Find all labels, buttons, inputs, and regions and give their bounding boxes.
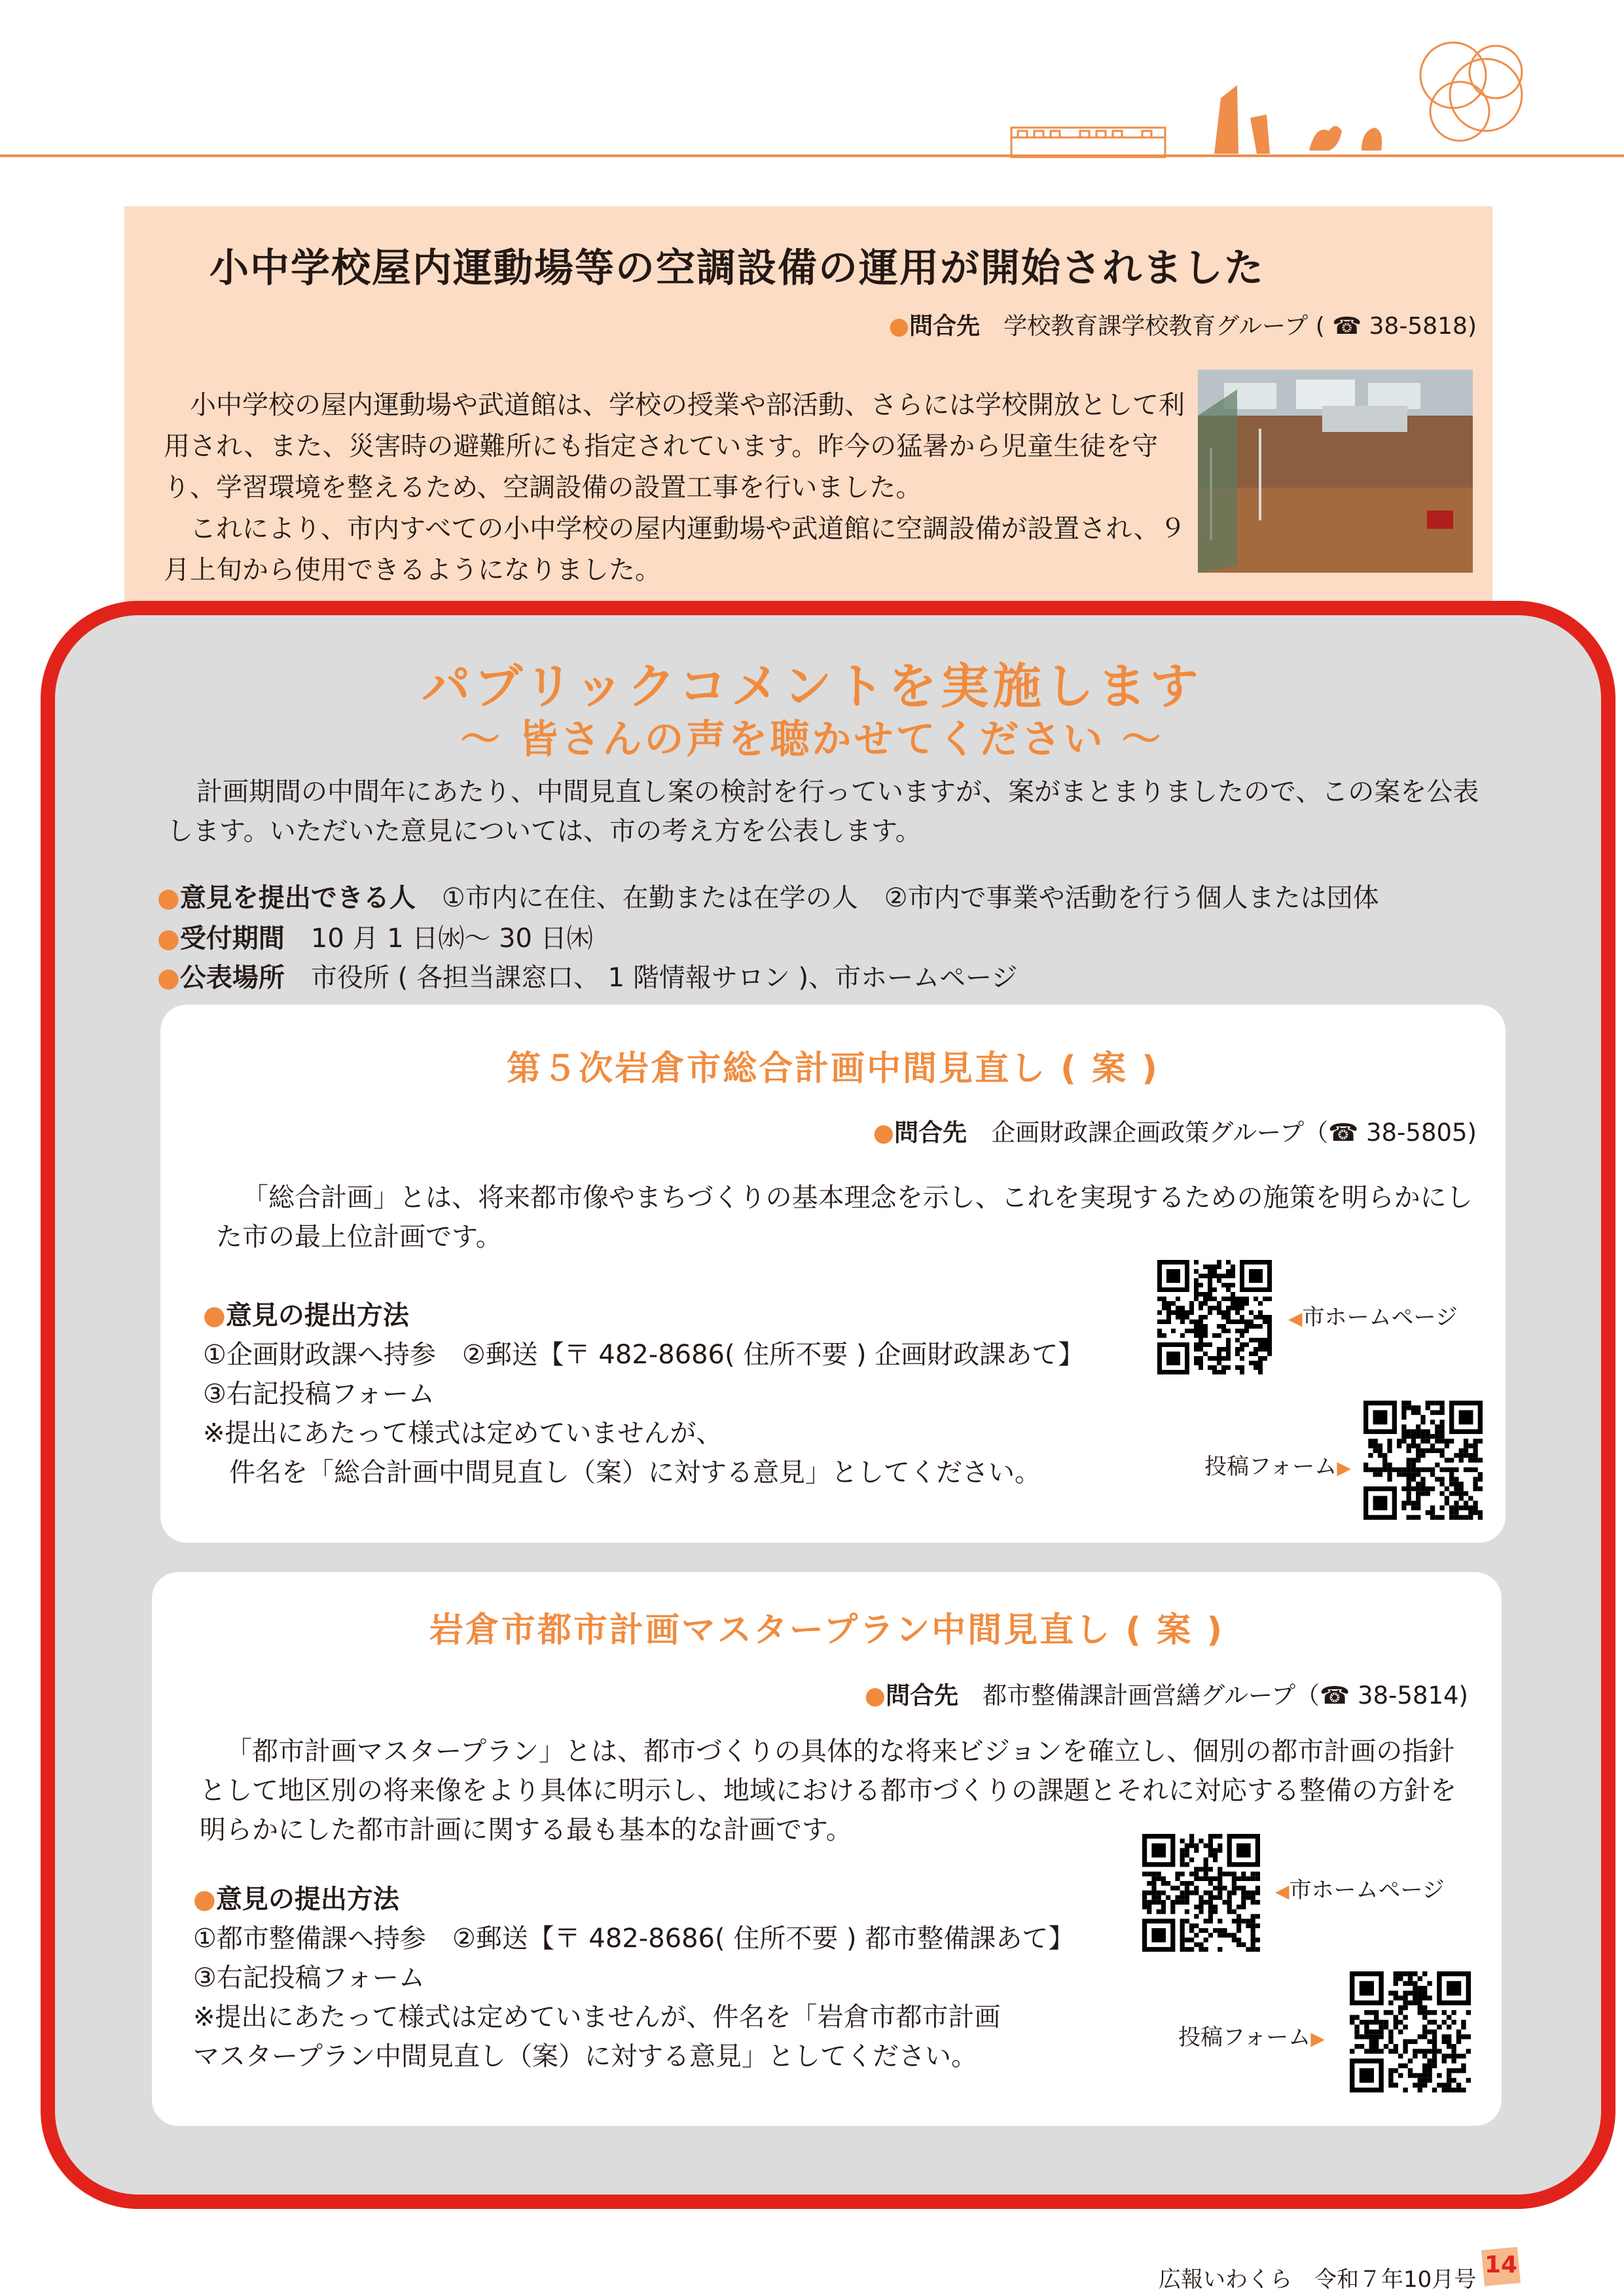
method-line: ※提出にあたって様式は定めていませんが、件名を「岩倉市都市計画 bbox=[193, 2002, 1001, 2032]
card-contact bbox=[873, 1113, 1477, 1148]
submission-method bbox=[193, 1880, 1074, 2076]
method-line: ①企画財政課へ持参 ②郵送【〒 482-8686( 住所不要 ) 企画財政課あて】 bbox=[203, 1340, 1085, 1370]
arrow-left-icon: ◀ bbox=[1288, 1308, 1303, 1329]
qr-form-label bbox=[1178, 2019, 1325, 2051]
bullet-text: 市役所 ( 各担当課窓口、 1 階情報サロン )、市ホームページ bbox=[284, 963, 1018, 993]
paragraph: これにより、市内すべての小中学校の屋内運動場や武道館に空調設備が設置され、９月上旬から使用できるようになりました。 bbox=[164, 514, 1186, 585]
paragraph: 小中学校の屋内運動場や武道館は、学校の授業や部活動、さらには学校開放として利用され、また、災害時の避難所にも指定されています。昨今の猛暑から児童生徒を守り、学習環境を整えるため、空調設備の設置工事を行いました。 bbox=[164, 390, 1185, 503]
bullet-label: 公表場所 bbox=[179, 963, 285, 993]
qr-home-label bbox=[1288, 1299, 1458, 1331]
bullet-dot: ● bbox=[864, 1681, 886, 1710]
method-line: 件名を「総合計画中間見直し（案）に対する意見」としてください。 bbox=[203, 1458, 1041, 1488]
bullet-dot: ● bbox=[873, 1119, 895, 1147]
card-title: 第５次岩倉市総合計画中間見直し ( 案 ) bbox=[507, 1049, 1159, 1088]
contact-text: 企画財政課企画政策グループ（☎ 38-5805) bbox=[967, 1119, 1477, 1147]
qr-label-text: 市ホームページ bbox=[1302, 1304, 1458, 1331]
top-article-title: 小中学校屋内運動場等の空調設備の運用が開始されました bbox=[209, 245, 1265, 291]
gym-photo bbox=[1198, 370, 1473, 573]
contact-text: 学校教育課学校教育グループ ( ☎ 38-5818) bbox=[980, 313, 1477, 340]
qr-label-text: 市ホームページ bbox=[1289, 1877, 1445, 1903]
bullet-dot: ● bbox=[157, 924, 180, 954]
top-article-body bbox=[164, 385, 1191, 591]
qr-code-city-homepage[interactable] bbox=[1157, 1260, 1272, 1374]
bullet-dot: ● bbox=[888, 313, 910, 340]
public-comment-title: パブリックコメントを実施します bbox=[422, 658, 1202, 715]
qr-label-text: 投稿フォーム bbox=[1178, 2024, 1311, 2051]
method-line: マスタープラン中間見直し（案）に対する意見」としてください。 bbox=[193, 2041, 977, 2072]
eligible-people-row bbox=[157, 877, 1379, 914]
qr-code-city-homepage[interactable] bbox=[1142, 1834, 1260, 1952]
header-illustration bbox=[1008, 39, 1558, 164]
footer-publication: 広報いわくら 令和７年10月号 bbox=[1159, 2267, 1477, 2293]
reception-period-row bbox=[157, 918, 593, 955]
method-line: ※提出にあたって様式は定めていませんが、 bbox=[203, 1418, 723, 1448]
qr-home-label bbox=[1275, 1872, 1445, 1904]
arrow-left-icon: ◀ bbox=[1275, 1880, 1290, 1902]
top-article-contact bbox=[889, 308, 1477, 341]
contact-label: 問合先 bbox=[909, 313, 981, 340]
card-description bbox=[216, 1178, 1486, 1257]
card-title: 岩倉市都市計画マスタープラン中間見直し ( 案 ) bbox=[429, 1611, 1225, 1650]
bullet-dot: ● bbox=[157, 963, 180, 993]
contact-text: 都市整備課計画営繕グループ（☎ 38-5814) bbox=[958, 1681, 1468, 1710]
submission-method bbox=[203, 1296, 1084, 1492]
contact-label: 問合先 bbox=[886, 1681, 959, 1710]
qr-code-submission-form[interactable] bbox=[1363, 1401, 1483, 1520]
qr-code-submission-form[interactable] bbox=[1350, 1971, 1471, 2092]
bullet-text: 10 月 1 日㈬～ 30 日㈭ bbox=[284, 924, 593, 954]
arrow-right-icon: ▶ bbox=[1310, 2028, 1325, 2049]
bullet-label: 受付期間 bbox=[179, 924, 285, 954]
contact-label: 問合先 bbox=[894, 1119, 967, 1147]
method-line: ③右記投稿フォーム bbox=[203, 1379, 435, 1409]
paragraph: 「総合計画」とは、将来都市像やまちづくりの基本理念を示し、これを実現するための施策を明らかにした市の最上位計画です。 bbox=[216, 1183, 1473, 1252]
publication-place-row bbox=[157, 957, 1017, 994]
card-description bbox=[200, 1732, 1476, 1850]
bullet-text: ①市内に在住、在勤または在学の人 ②市内で事業や活動を行う個人または団体 bbox=[415, 883, 1379, 913]
card-contact bbox=[865, 1676, 1468, 1711]
public-comment-intro: 計画期間の中間年にあたり、中間見直し案の検討を行っていますが、案がまとまりましたので、この案を公表します。いただいた意見については、市の考え方を公表します。 bbox=[167, 777, 1479, 846]
method-line: ③右記投稿フォーム bbox=[193, 1963, 425, 1993]
bullet-dot: ● bbox=[193, 1884, 216, 1914]
method-heading: 意見の提出方法 bbox=[215, 1884, 399, 1914]
method-heading: 意見の提出方法 bbox=[225, 1300, 409, 1331]
qr-form-label bbox=[1204, 1448, 1351, 1480]
paragraph: 「都市計画マスタープラン」とは、都市づくりの具体的な将来ビジョンを確立し、個別の都市計画の指針として地区別の将来像をより具体に明示し、地域における都市づくりの課題とそれに対応する整備の方針を明らかにした都市計画に関する最も基本的な計画です。 bbox=[200, 1736, 1456, 1845]
public-comment-subtitle: ～ 皆さんの声を聴かせてください ～ bbox=[460, 717, 1164, 762]
bullet-label: 意見を提出できる人 bbox=[179, 883, 416, 913]
arrow-right-icon: ▶ bbox=[1337, 1457, 1351, 1479]
bullet-dot: ● bbox=[157, 883, 180, 913]
page-number: 14 bbox=[1484, 2251, 1518, 2278]
method-line: ①都市整備課へ持参 ②郵送【〒 482-8686( 住所不要 ) 都市整備課あて】 bbox=[193, 1924, 1075, 1954]
qr-label-text: 投稿フォーム bbox=[1204, 1454, 1337, 1480]
bullet-dot: ● bbox=[203, 1300, 226, 1331]
